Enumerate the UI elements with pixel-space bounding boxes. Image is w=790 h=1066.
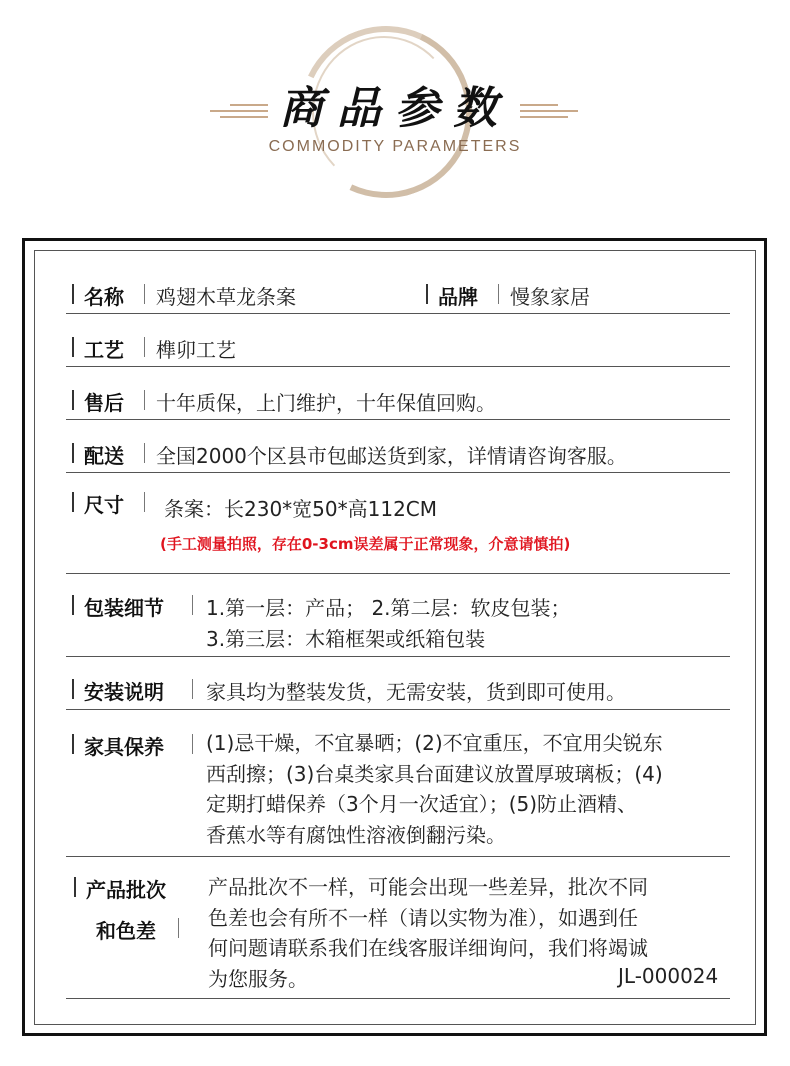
care-line: (1)忌干燥，不宜暴晒；(2)不宜重压，不宜用尖锐东 [206,731,663,755]
separator [178,918,179,938]
after-sales-label: 售后 [84,391,124,415]
size-value: 条案：长230*宽50*高112CM [164,497,438,521]
row-divider [66,366,730,367]
row-divider [66,313,730,314]
packaging-line-1: 1.第一层：产品； 2.第二层：软皮包装； [206,596,571,620]
care-line: 西刮擦；(3)台桌类家具台面建议放置厚玻璃板；(4) [206,761,663,786]
row-divider [66,856,730,857]
label-marker [72,337,74,357]
label-marker [72,390,74,410]
packaging-line-2: 3.第三层：木箱框架或纸箱包装 [206,627,486,651]
after-sales-value: 十年质保，上门维护，十年保值回购。 [156,391,496,415]
separator [144,443,145,463]
name-value: 鸡翅木草龙条案 [156,285,296,309]
install-label: 安装说明 [84,680,164,704]
page-subtitle: COMMODITY PARAMETERS [268,138,522,155]
row-divider [66,709,730,710]
batch-line: 色差也会有所不一样（请以实物为准），如遇到任 [208,905,638,930]
care-line: 定期打蜡保养（3个月一次适宜）；(5)防止酒精、 [206,792,638,816]
size-disclaimer-note: (手工测量拍照，存在0-3cm误差属于正常现象，介意请慎拍) [160,535,571,553]
row-divider [66,656,730,657]
delivery-value: 全国2000个区县市包邮送货到家，详情请咨询客服。 [156,444,627,468]
separator [144,492,145,512]
page-title: 商品参数 [279,83,511,134]
care-label: 家具保养 [84,735,164,759]
separator [192,734,193,754]
row-divider [66,998,730,999]
row-divider [66,472,730,473]
header [0,0,790,220]
separator [498,284,499,304]
label-marker [72,284,74,304]
care-line: 香蕉水等有腐蚀性溶液倒翻污染。 [206,822,506,847]
size-label: 尺寸 [84,493,124,517]
label-marker [74,877,76,897]
brand-label: 品牌 [438,285,478,309]
batch-line: 何问题请联系我们在线客服详细询问，我们将竭诚 [208,936,648,960]
label-marker [72,492,74,512]
label-marker [72,443,74,463]
brand-value: 慢象家居 [510,285,590,309]
separator [144,284,145,304]
separator [192,595,193,615]
label-marker [72,679,74,699]
batch-line: 为您服务。 [208,966,308,991]
name-label: 名称 [84,285,124,309]
batch-label-line-2: 和色差 [96,919,156,943]
install-value: 家具均为整装发货，无需安装，货到即可使用。 [206,680,626,704]
row-divider [66,419,730,420]
label-marker [426,284,428,304]
product-code: JL-000024 [618,964,719,988]
separator [144,390,145,410]
care-text [206,728,746,850]
packaging-label: 包装细节 [84,596,164,620]
separator [144,337,145,357]
label-marker [72,595,74,615]
label-marker [72,734,74,754]
row-divider [66,573,730,574]
batch-label-line-1: 产品批次 [86,878,166,902]
batch-line: 产品批次不一样，可能会出现一些差异，批次不同 [208,875,648,899]
separator [192,679,193,699]
delivery-label: 配送 [84,444,124,468]
craft-value: 榫卯工艺 [156,338,236,362]
craft-label: 工艺 [84,338,124,362]
